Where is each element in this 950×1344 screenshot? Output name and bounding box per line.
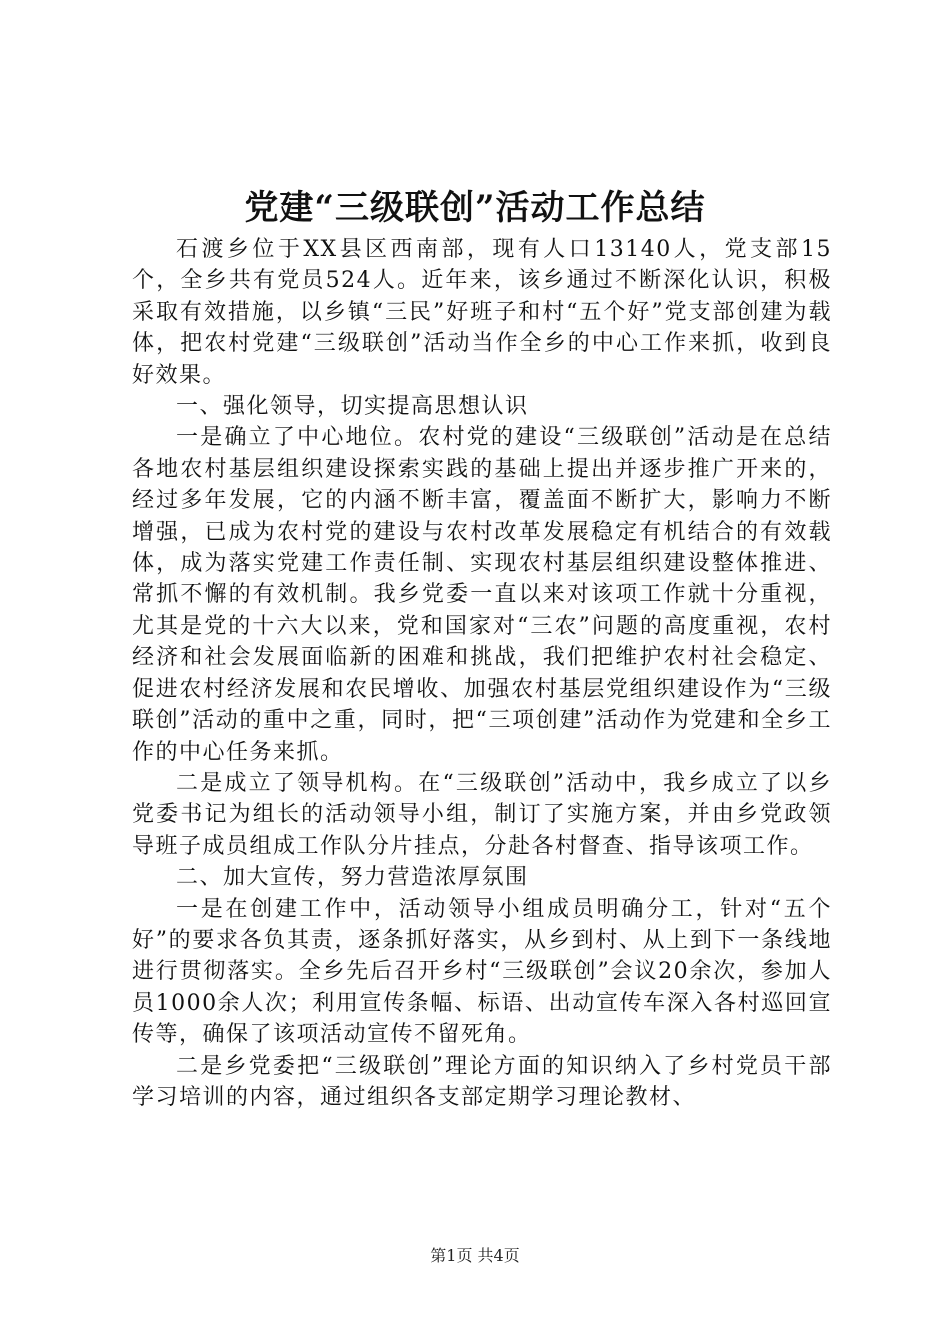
paragraph-creation-work: 一是在创建工作中，活动领导小组成员明确分工，针对“五个好”的要求各负其责，逐条抓好落实，从乡到村、从上到下一条线地进行贯彻落实。全乡先后召开乡村“三级联创”会议20余次，参加人员1000余人次；利用宣传条幅、标语、出动宣传车深入各村巡回宣传等，确保了该项活动宣传不留死角。 (132, 896, 832, 1048)
paragraph-central-position: 一是确立了中心地位。农村党的建设“三级联创”活动是在总结各地农村基层组织建设探索实践的基础上提出并逐步推广开来的，经过多年发展，它的内涵不断丰富，覆盖面不断扩大，影响力不断增强，已成为农村党的建设与农村改革发展稳定有机结合的有效载体，成为落实党建工作责任制、实现农村基层组织建设整体推进、常抓不懈的有效机制。我乡党委一直以来对该项工作就十分重视，尤其是党的十六大以来，党和国家对“三农”问题的高度重视，农村经济和社会发展面临新的困难和挑战，我们把维护农村社会稳定、促进农村经济发展和农民增收、加强农村基层党组织建设作为“三级联创”活动的重中之重，同时，把“三项创建”活动作为党建和全乡工作的中心任务来抓。 (132, 425, 832, 765)
document-body (132, 234, 832, 1113)
paragraph-leadership-body: 二是成立了领导机构。在“三级联创”活动中，我乡成立了以乡党委书记为组长的活动领导小组，制订了实施方案，并由乡党政领导班子成员组成工作队分片挂点，分赴各村督查、指导该项工作。 (132, 770, 832, 859)
section-heading-1: 一、强化领导，切实提高思想认识 (176, 394, 529, 420)
page-footer: 第1页 共4页 (430, 1246, 520, 1265)
document-title: 党建“三级联创”活动工作总结 (244, 188, 706, 228)
paragraph-intro: 石渡乡位于XX县区西南部，现有人口13140人，党支部15个，全乡共有党员524人。近年来，该乡通过不断深化认识，积极采取有效措施，以乡镇“三民”好班子和村“五个好”党支部创建为载体，把农村党建“三级联创”活动当作全乡的中心工作来抓，收到良好效果。 (132, 237, 832, 388)
section-heading-2: 二、加大宣传，努力营造浓厚氛围 (176, 865, 529, 891)
paragraph-theory-training: 二是乡党委把“三级联创”理论方面的知识纳入了乡村党员干部学习培训的内容，通过组织各支部定期学习理论教材、 (132, 1053, 832, 1110)
